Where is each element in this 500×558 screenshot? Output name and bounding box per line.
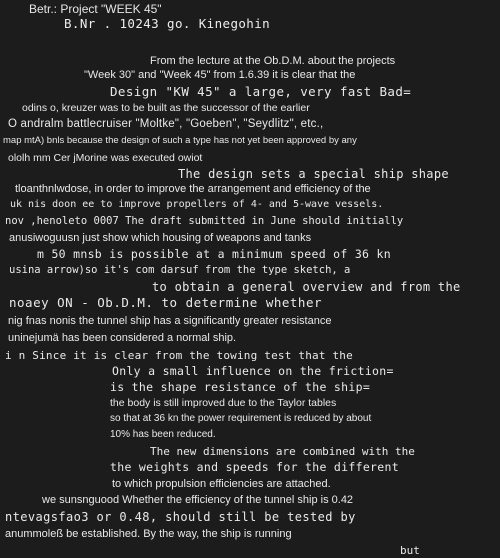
text-line: nov ,henoleto 0007 The draft submitted in June should initially [5,215,404,227]
text-line: uk nis doon ee to improve propellers of 4- and 5-wave vessels. [10,199,384,210]
text-line: anusiwoguusn just show which housing of weapons and tanks [9,232,312,244]
text-line: 10% has been reduced. [110,429,216,440]
subject-line: Betr.: Project "WEEK 45" [29,2,162,16]
text-line: map mtA) bnls because the design of such a type has not yet been approved by any [3,135,357,146]
text-line: O andralm battlecruiser "Moltke", "Goeben", "Seydlitz", etc., [8,118,324,130]
text-line: odins o, kreuzer was to be built as the successor of the earlier [22,102,310,114]
reference-number: B.Nr . 10243 go. Kinegohin [64,16,271,31]
text-line: nig fnas nonis the tunnel ship has a significantly greater resistance [8,315,332,327]
text-line: The design sets a special ship shape [178,167,449,181]
text-line: noaey ON - Ob.D.M. to determine whether [9,295,322,310]
text-line: the body is still improved due to the Taylor tables [110,397,337,409]
text-line: is the shape resistance of the ship= [110,380,371,394]
text-line: so that at 36 kn the power requirement is reduced by about [110,413,372,424]
text-line: The new dimensions are combined with the [150,445,415,458]
text-line: but [400,544,420,557]
text-line: m 50 mnsb is possible at a minimum speed of 36 kn [37,247,391,261]
text-line: usina arrow)so it's com darsuf from the type sketch, a [9,264,351,276]
text-line: tloanthnlwdose, in order to improve the arrangement and efficiency of the [15,183,371,195]
text-line: we sunsnguood Whether the efficiency of the tunnel ship is 0.42 [42,494,354,506]
text-line: From the lecture at the Ob.D.M. about the projects [150,55,396,67]
text-line: to which propulsion efficiencies are attached. [112,478,331,490]
text-line: "Week 30" and "Week 45" from 1.6.39 it is clear that the [84,69,356,81]
text-line: ololh mm Cer jMorine was executed owiot [8,152,203,164]
text-line: uninejumä has been considered a normal ship. [8,332,237,344]
text-line: Only a small influence on the friction= [112,364,394,378]
text-line: the weights and speeds for the different [110,460,399,474]
text-line: to obtain a general overview and from the [152,280,461,294]
text-line: Design "KW 45" a large, very fast Bad= [110,84,412,99]
text-line: anummoleß be established. By the way, the ship is running [5,528,292,540]
text-line: i n Since it is clear from the towing test that the [5,349,353,362]
text-line: ntevagsfao3 or 0.48, should still be tested by [5,510,356,524]
